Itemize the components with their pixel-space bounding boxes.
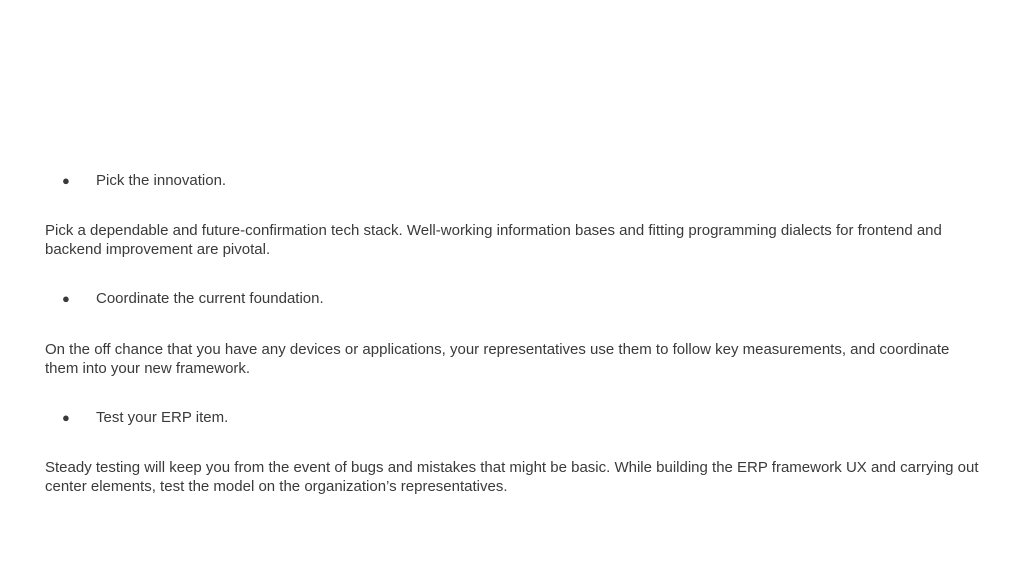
bullet-heading: Test your ERP item. [96,409,229,426]
bullet-dot: ● [62,173,70,188]
paragraph-testing: Steady testing will keep you from the event of bugs and mistakes that might be basic. While building the ERP framework UX and carrying out center elements, test the model on the organization’s representatives. [45,459,979,495]
paragraph-tech-stack: Pick a dependable and future-confirmation tech stack. Well-working information bases and fitting programming dialects for frontend and backend improvement are pivotal. [45,222,942,258]
bullet-heading: Pick the innovation. [96,172,227,189]
paragraph-integration: On the off chance that you have any devices or applications, your representatives use them to follow key measurements, and coordinate them into your new framework. [45,341,950,377]
bullet-dot: ● [62,410,70,425]
bullet-heading: Coordinate the current foundation. [96,290,324,307]
bullet-dot: ● [62,291,70,306]
